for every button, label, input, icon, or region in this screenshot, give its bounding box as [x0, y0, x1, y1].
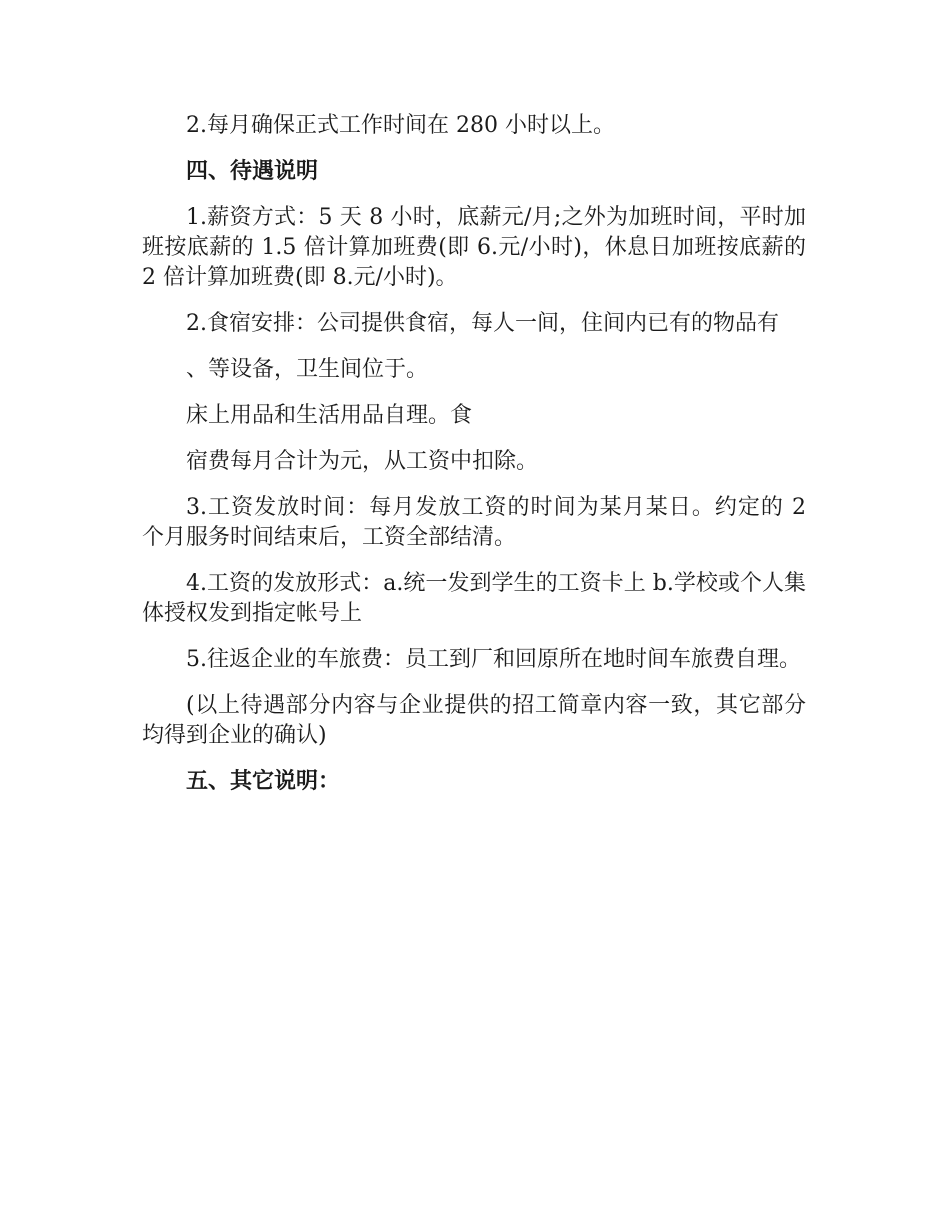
paragraph-note: (以上待遇部分内容与企业提供的招工简章内容一致，其它部分均得到企业的确认) — [142, 693, 806, 748]
paragraph-pay-date: 3.工资发放时间：每月发放工资的时间为某月某日。约定的 2 个月服务时间结束后，工资全部结清。 — [142, 495, 806, 550]
paragraph-bedding: 床上用品和生活用品自理。食 — [186, 403, 473, 428]
paragraph-board-fee: 宿费每月合计为元，从工资中扣除。 — [186, 449, 539, 474]
paragraph-work-hours: 2.每月确保正式工作时间在 280 小时以上。 — [186, 113, 615, 138]
paragraph-pay-method: 4.工资的发放形式：a.统一发到学生的工资卡上 b.学校或个人集体授权发到指定帐号上 — [142, 571, 806, 626]
paragraph-accommodation: 2.食宿安排：公司提供食宿，每人一间，住间内已有的物品有 — [186, 311, 779, 336]
document-body — [142, 111, 806, 813]
section-heading-other: 五、其它说明： — [186, 769, 341, 794]
section-heading-benefits: 四、待遇说明 — [186, 159, 319, 184]
paragraph-salary: 1.薪资方式：5 天 8 小时，底薪元/月;之外为加班时间，平时加班按底薪的 1.5 倍计算加班费(即 6.元/小时)，休息日加班按底薪的 2 倍计算加班费(即 8.元/小时)。 — [142, 205, 806, 290]
paragraph-travel-expense: 5.往返企业的车旅费：员工到厂和回原所在地时间车旅费自理。 — [186, 647, 801, 672]
paragraph-facilities: 、等设备，卫生间位于。 — [186, 357, 429, 382]
